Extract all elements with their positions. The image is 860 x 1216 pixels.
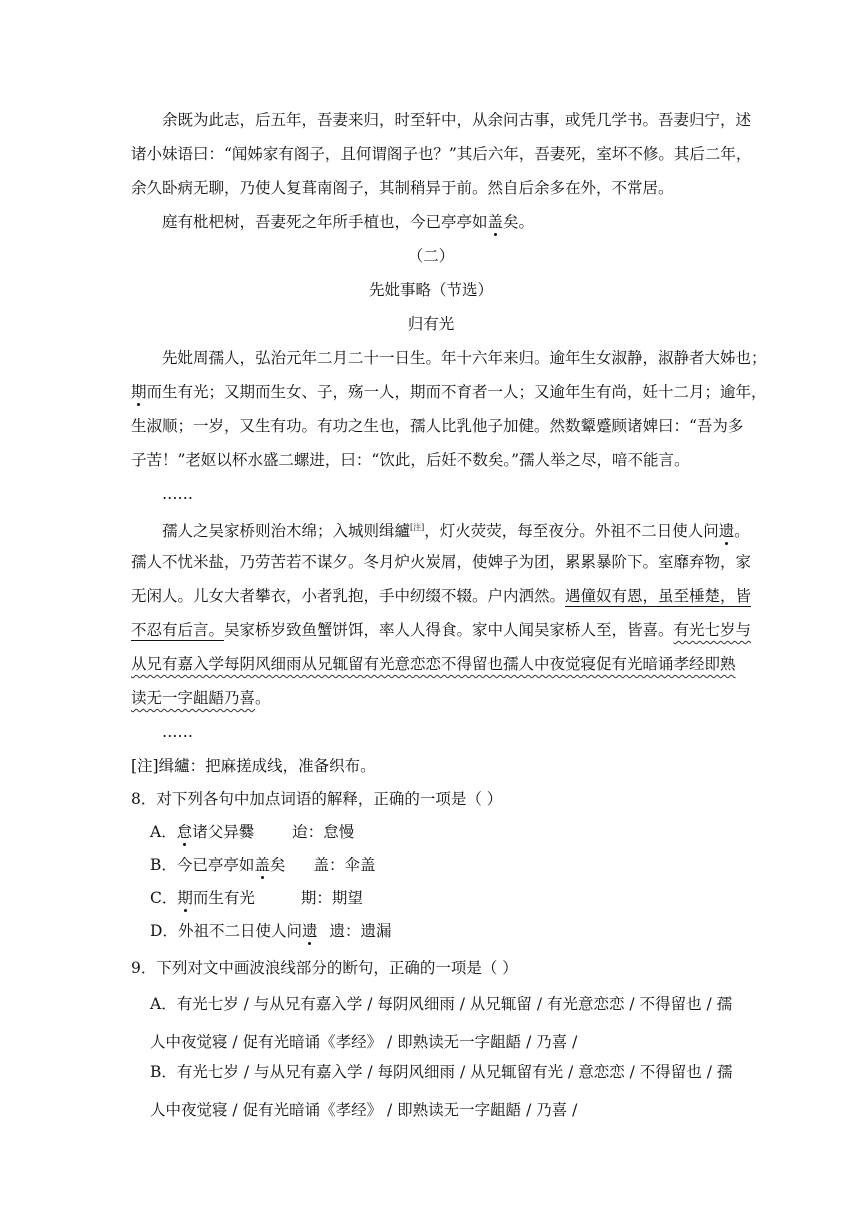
text-line: 孺人不忧米盐，乃劳苦若不谋夕。冬月炉火炭屑，使婢子为团，累累暴阶下。室靡弃物，家 bbox=[131, 553, 752, 571]
ellipsis bbox=[131, 715, 731, 749]
text-run: 而生有光 bbox=[192, 889, 255, 907]
text-line: 生淑顺；一岁，又生有功。有功之生也，孺人比乳他子加健。然数颦蹙顾诸婢曰：“吾为多 bbox=[131, 417, 744, 435]
text-line: 余久卧病无聊，乃使人复葺南阁子，其制稍异于前。然自后余多在外，不常居。 bbox=[131, 179, 674, 197]
text-line: 子苦！”老妪以杯水盛二螺进，曰：“饮此，后妊不数矣。”孺人举之尽，喑不能言。 bbox=[131, 451, 690, 469]
q9-option-b bbox=[150, 1053, 732, 1129]
option-gloss: 期：期望 bbox=[300, 889, 363, 907]
text-run: 外祖不二日使人问 bbox=[177, 922, 302, 940]
option-letter: C． bbox=[150, 889, 178, 907]
text-run: 吴家桥岁致鱼蟹饼饵，率人人得食。家中人闻吴家桥人至，皆喜。 bbox=[224, 621, 674, 639]
q8-option-a bbox=[150, 815, 354, 849]
underlined-text: 遇僮奴有恩，虽至棰楚，皆 bbox=[565, 587, 752, 605]
option-letter: D． bbox=[150, 922, 178, 940]
text-line bbox=[131, 205, 731, 239]
wavy-underlined-text: 从兄有嘉入学每阴风细雨从兄辄留有光意恋恋不得留也孺人中夜觉寝促有光暗诵孝经即熟 bbox=[131, 655, 736, 673]
dotted-word: 遗 bbox=[301, 922, 318, 940]
text-run: 诸父异爨 bbox=[192, 823, 255, 841]
wavy-underlined-text: 有光七岁与 bbox=[673, 621, 752, 639]
dotted-word: 盖 bbox=[254, 856, 270, 874]
q8-option-c bbox=[150, 881, 363, 915]
text-line bbox=[131, 647, 736, 681]
ellipsis-text: …… bbox=[162, 723, 193, 741]
footnote: [注]缉纑：把麻搓成线，准备织布。 bbox=[131, 757, 376, 775]
option-gloss: 盖：伞盖 bbox=[313, 856, 376, 874]
note-marker: [注] bbox=[410, 523, 425, 532]
text-line: 诸小妹语曰：“闻姊家有阁子，且何谓阁子也？”其后六年，吾妻死，室坏不修。其后二年， bbox=[131, 145, 752, 163]
dotted-word: 期 bbox=[177, 889, 193, 907]
q8-option-b bbox=[150, 848, 375, 882]
text-run: 矣。 bbox=[503, 213, 535, 231]
text-run: 庭有枇杷树，吾妻死之年所手植也，今已亭亭如 bbox=[162, 213, 488, 231]
text-run: 矣 bbox=[269, 856, 286, 874]
text-run: 今已亭亭如 bbox=[176, 856, 255, 874]
wavy-underlined-text: 读无一字龃龉乃喜 bbox=[131, 689, 256, 707]
passage1-paragraph2 bbox=[131, 205, 731, 239]
passage-title: 先妣事略（节选） bbox=[368, 281, 493, 299]
question-8-stem: 8．对下列各句中加点词语的解释，正确的一项是（ ） bbox=[131, 790, 503, 808]
dotted-word: 怠 bbox=[176, 823, 193, 841]
passage1-paragraph1 bbox=[131, 103, 752, 205]
passage-author: 归有光 bbox=[407, 315, 455, 333]
option-letter: A． bbox=[150, 823, 177, 841]
text-run: 孺人之吴家桥则治木绵；入城则缉纑 bbox=[162, 522, 411, 541]
section-number: （二） bbox=[407, 247, 455, 265]
underlined-text: 不忍有后言。 bbox=[131, 621, 225, 639]
text-line: 人中夜觉寝 / 促有光暗诵《孝经》 / 即熟读无一字龃龉 / 乃喜 / bbox=[150, 1101, 578, 1119]
ellipsis-text: …… bbox=[162, 485, 193, 503]
text-run: 无闲人。儿女大者攀衣，小者乳抱，手中纫缀不辍。户内洒然。 bbox=[131, 587, 566, 605]
text-line: A．有光七岁 / 与从兄有嘉入学 / 每阴风细雨 / 从兄辄留 / 有光意恋恋 / 不得留也 / 孺 bbox=[150, 995, 733, 1013]
text-line bbox=[131, 375, 767, 409]
text-run: ，灯火荧荧，每至夜分。外祖不二日使人问 bbox=[424, 522, 719, 541]
q9-option-a bbox=[150, 985, 732, 1061]
text-run: 。 bbox=[734, 522, 750, 541]
text-run: 。 bbox=[255, 689, 271, 707]
text-line bbox=[131, 579, 752, 613]
option-letter: B． bbox=[150, 856, 177, 874]
ellipsis bbox=[131, 477, 731, 511]
text-line: B．有光七岁 / 与从兄有嘉入学 / 每阴风细雨 / 从兄辄留有光 / 意恋恋 / 不得留也 / 孺 bbox=[150, 1063, 733, 1081]
text-line bbox=[131, 511, 750, 545]
question-9-stem: 9．下列对文中画波浪线部分的断句，正确的一项是（ ） bbox=[131, 959, 518, 977]
dotted-word: 遗 bbox=[718, 522, 735, 541]
q8-option-d bbox=[150, 914, 391, 948]
passage2-paragraph2 bbox=[131, 511, 752, 715]
dotted-word: 盖 bbox=[487, 213, 504, 231]
text-line: 先妣周孺人，弘治元年二月二十一日生。年十六年来归。逾年生女淑静，淑静者大姊也； bbox=[162, 349, 767, 367]
text-line bbox=[131, 613, 752, 647]
option-gloss: 迨：怠慢 bbox=[292, 823, 355, 841]
text-line bbox=[131, 681, 731, 715]
passage2-paragraph1 bbox=[131, 341, 767, 477]
text-line: 余既为此志，后五年，吾妻来归，时至轩中，从余问古事，或凭几学书。吾妻归宁，述 bbox=[162, 111, 752, 129]
dotted-word: 期 bbox=[131, 383, 147, 401]
option-gloss: 遗：遗漏 bbox=[329, 922, 392, 940]
text-run: 而生有光；又期而生女、子，殇一人，期而不育者一人；又逾年生有尚，妊十二月；逾年， bbox=[146, 383, 767, 401]
text-line: 人中夜觉寝 / 促有光暗诵《孝经》 / 即熟读无一字龃龉 / 乃喜 / bbox=[150, 1033, 578, 1051]
